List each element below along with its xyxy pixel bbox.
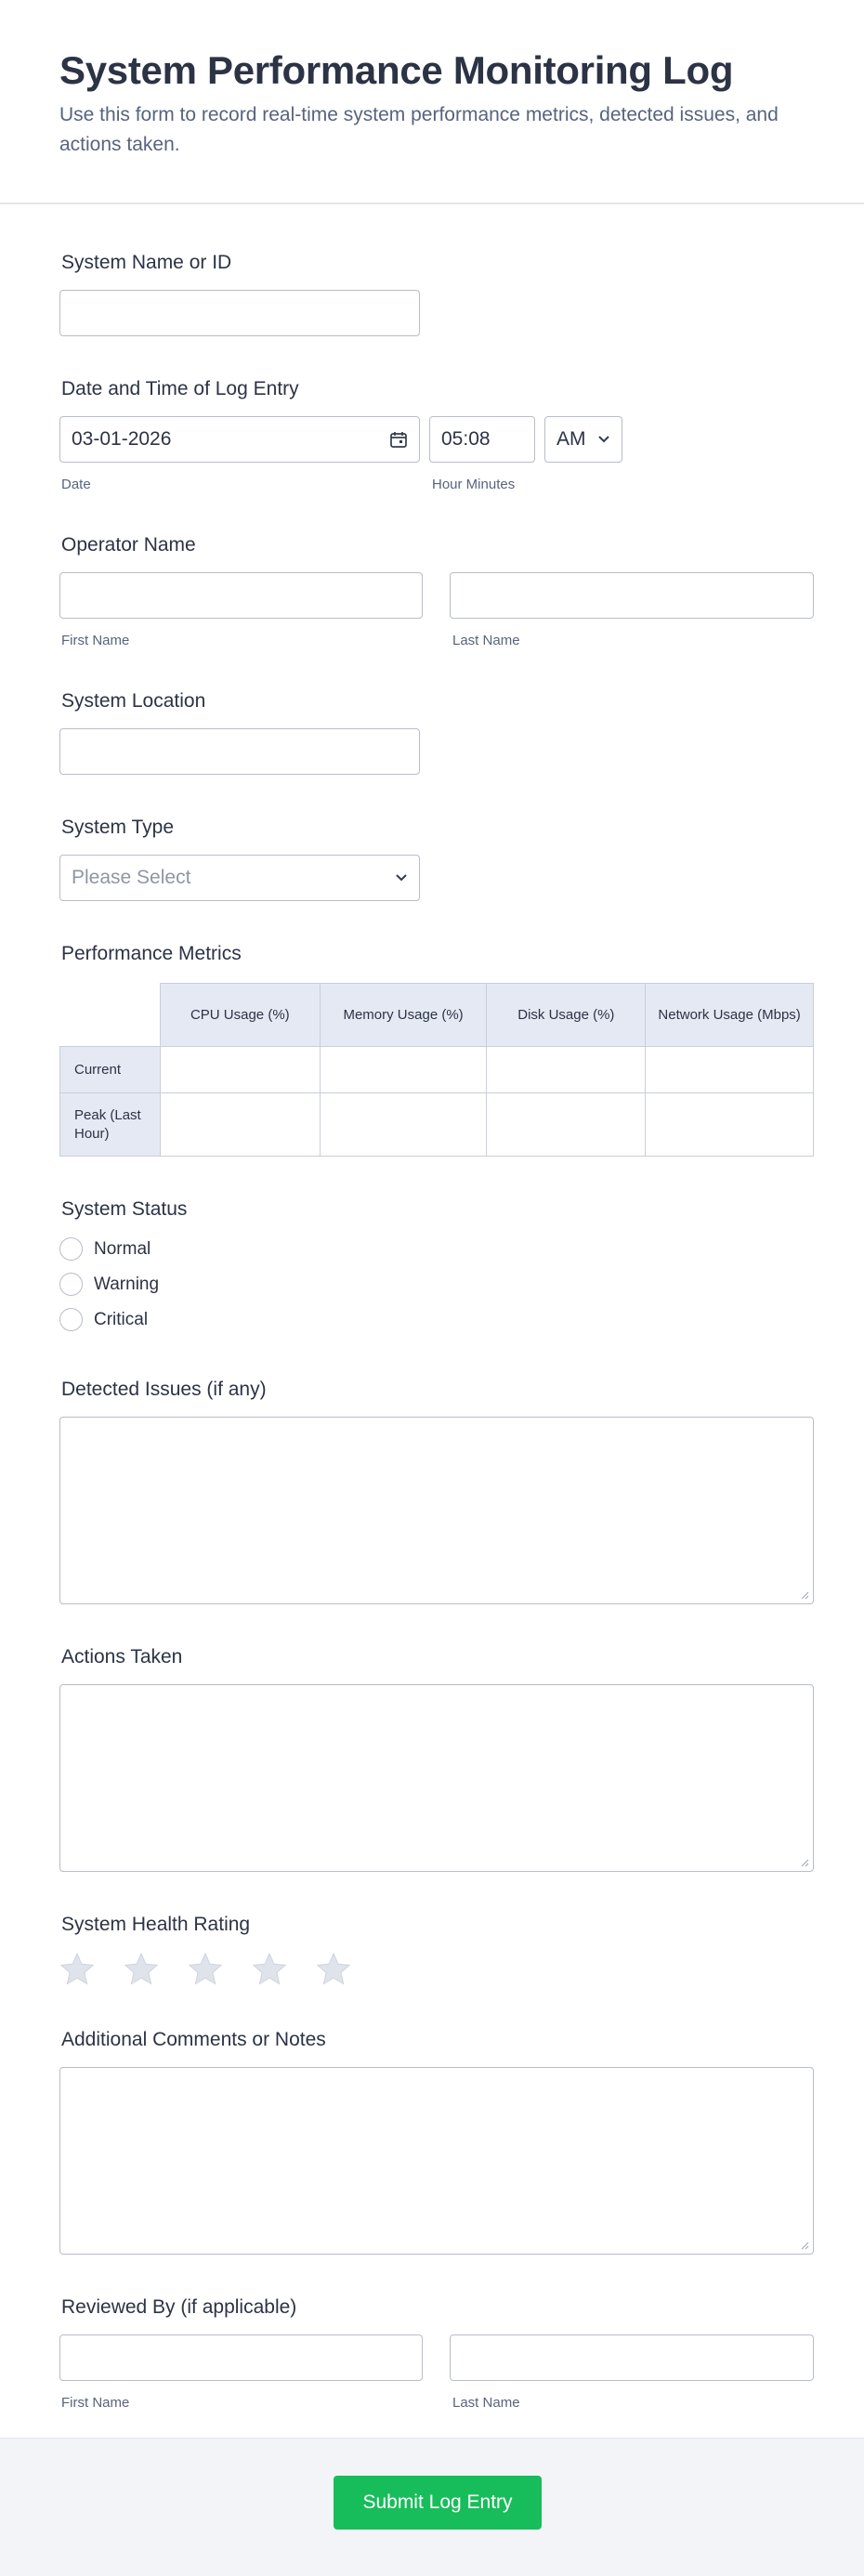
- actions-textarea[interactable]: [59, 1684, 814, 1872]
- metric-cell-peak-network[interactable]: [646, 1093, 814, 1157]
- system-name-input[interactable]: [59, 290, 420, 336]
- date-sublabel: Date: [61, 477, 91, 492]
- submit-button[interactable]: Submit Log Entry: [334, 2476, 542, 2530]
- operator-last-sublabel: Last Name: [452, 633, 520, 648]
- reviewer-last-name-input[interactable]: [450, 2334, 814, 2381]
- system-type-label: System Type: [61, 817, 174, 838]
- radio-label: Critical: [94, 1309, 149, 1329]
- metric-cell-peak-cpu[interactable]: [160, 1093, 320, 1157]
- operator-last-name-input[interactable]: [450, 572, 814, 619]
- radio-label: Warning: [94, 1274, 160, 1294]
- star-icon[interactable]: [123, 1952, 160, 1987]
- column-header: Network Usage (Mbps): [646, 984, 814, 1047]
- datetime-label: Date and Time of Log Entry: [61, 378, 299, 399]
- status-option-normal[interactable]: [59, 1237, 151, 1261]
- operator-label: Operator Name: [61, 534, 196, 556]
- column-header: Disk Usage (%): [487, 984, 646, 1047]
- row-header: Current: [60, 1047, 161, 1093]
- metric-cell-current-disk[interactable]: [487, 1047, 646, 1093]
- system-name-label: System Name or ID: [61, 252, 232, 273]
- resize-handle-icon[interactable]: [800, 2241, 809, 2250]
- time-input[interactable]: [429, 416, 535, 463]
- system-type-select[interactable]: [59, 855, 420, 901]
- chevron-down-icon: [395, 873, 408, 883]
- column-header: CPU Usage (%): [160, 984, 320, 1047]
- comments-textarea[interactable]: [59, 2067, 814, 2255]
- operator-first-name-input[interactable]: [59, 572, 423, 619]
- status-option-warning[interactable]: [59, 1273, 159, 1296]
- metric-cell-peak-disk[interactable]: [487, 1093, 646, 1157]
- metric-cell-current-network[interactable]: [646, 1047, 814, 1093]
- metric-cell-current-memory[interactable]: [320, 1047, 487, 1093]
- reviewer-last-sublabel: Last Name: [452, 2395, 520, 2411]
- radio-label: Normal: [94, 1238, 151, 1259]
- star-icon[interactable]: [251, 1952, 288, 1987]
- rating-label: System Health Rating: [61, 1914, 251, 1935]
- metrics-table: [59, 983, 814, 1157]
- date-input[interactable]: [59, 416, 420, 463]
- issues-label: Detected Issues (if any): [61, 1379, 267, 1400]
- radio-button[interactable]: [59, 1273, 83, 1296]
- system-type-placeholder: Please Select: [72, 867, 191, 888]
- ampm-value: AM: [556, 428, 586, 450]
- location-input[interactable]: [59, 728, 420, 775]
- location-label: System Location: [61, 690, 206, 712]
- time-sublabel: Hour Minutes: [432, 477, 516, 492]
- star-icon[interactable]: [59, 1952, 96, 1987]
- calendar-icon[interactable]: [389, 430, 408, 449]
- resize-handle-icon[interactable]: [800, 1590, 809, 1600]
- metric-cell-peak-memory[interactable]: [320, 1093, 487, 1157]
- time-value: 05:08: [441, 428, 491, 450]
- status-label: System Status: [61, 1198, 188, 1220]
- ampm-select[interactable]: [544, 416, 622, 463]
- reviewer-first-name-input[interactable]: [59, 2334, 423, 2381]
- column-header: Memory Usage (%): [320, 984, 487, 1047]
- form-description: Use this form to record real-time system performance metrics, detected issues, and actions taken.: [59, 104, 779, 155]
- metrics-label: Performance Metrics: [61, 943, 242, 964]
- status-option-critical[interactable]: [59, 1308, 148, 1331]
- matrix-corner: [60, 984, 161, 1047]
- reviewer-label: Reviewed By (if applicable): [61, 2296, 297, 2318]
- row-header: Peak (Last Hour): [60, 1093, 161, 1157]
- form-title: System Performance Monitoring Log: [59, 48, 734, 92]
- date-value: 03-01-2026: [72, 428, 172, 450]
- radio-button[interactable]: [59, 1308, 83, 1331]
- form-footer: [0, 2438, 864, 2576]
- form-header: [0, 0, 864, 204]
- resize-handle-icon[interactable]: [800, 1858, 809, 1867]
- radio-button[interactable]: [59, 1237, 83, 1261]
- star-icon[interactable]: [315, 1952, 352, 1987]
- issues-textarea[interactable]: [59, 1417, 814, 1604]
- reviewer-first-sublabel: First Name: [61, 2395, 130, 2411]
- metric-cell-current-cpu[interactable]: [160, 1047, 320, 1093]
- comments-label: Additional Comments or Notes: [61, 2029, 326, 2050]
- chevron-down-icon: [597, 435, 610, 444]
- actions-label: Actions Taken: [61, 1646, 183, 1667]
- star-icon[interactable]: [187, 1952, 224, 1987]
- operator-first-sublabel: First Name: [61, 633, 130, 648]
